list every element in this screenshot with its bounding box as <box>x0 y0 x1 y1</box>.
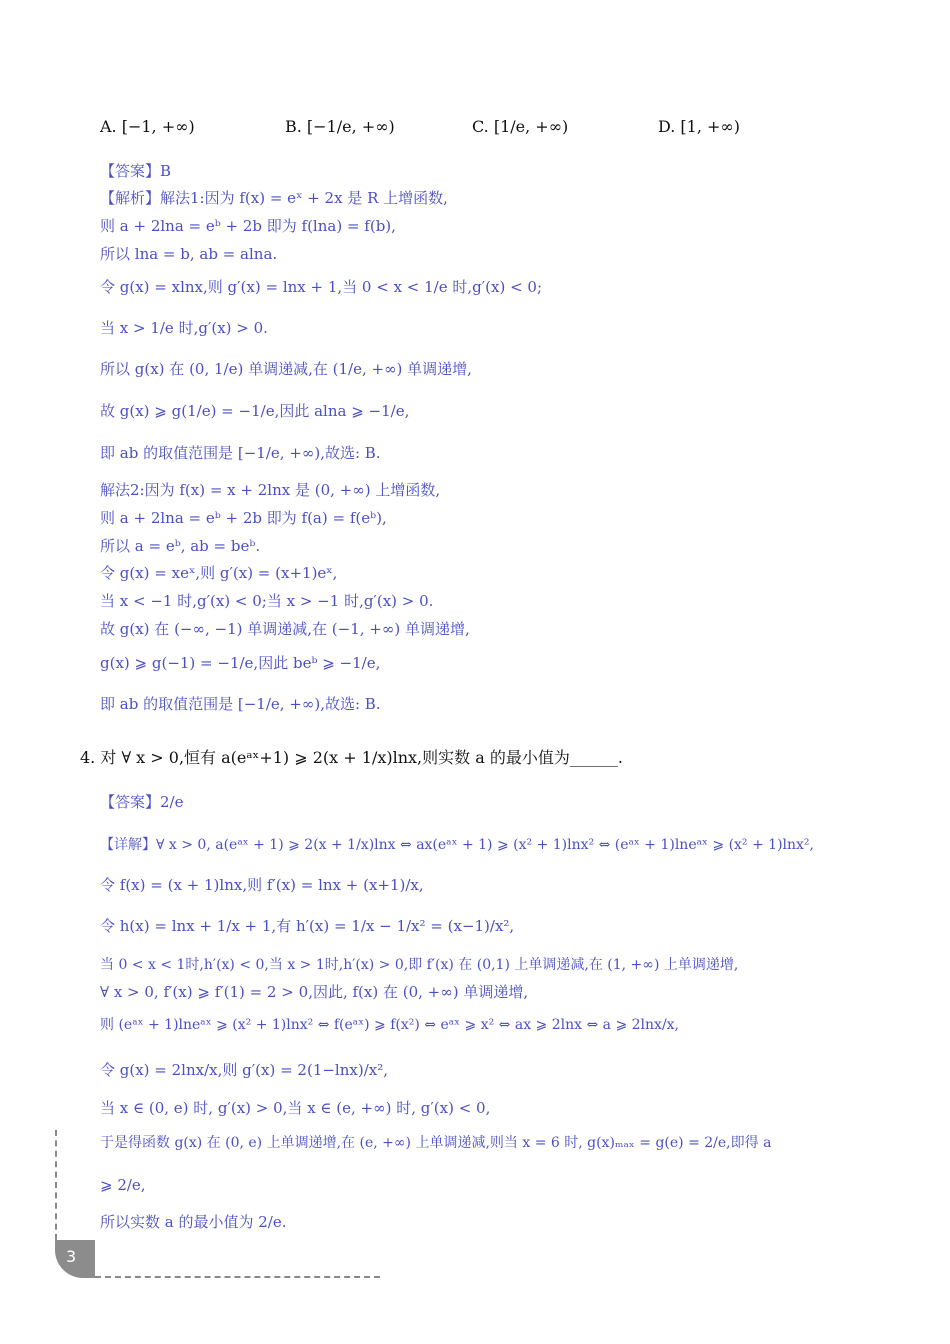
option-b: B. [−1/e, +∞) <box>285 117 395 136</box>
q3-line: 令 g(x) = xlnx,则 g′(x) = lnx + 1,当 0 < x < 1/e 时,g′(x) < 0; <box>100 278 543 296</box>
q3-line: 即 ab 的取值范围是 [−1/e, +∞),故选: B. <box>100 444 381 462</box>
q4-line: 当 x ∈ (0, e) 时, g′(x) > 0,当 x ∈ (e, +∞) 时, g′(x) < 0, <box>100 1099 491 1117</box>
q3-line: 则 a + 2lna = eᵇ + 2b 即为 f(a) = f(eᵇ), <box>100 509 387 527</box>
q3-line: 所以 lna = b, ab = alna. <box>100 245 278 263</box>
q4-answer-line <box>100 792 184 812</box>
q3-line: 所以 a = eᵇ, ab = beᵇ. <box>100 537 261 555</box>
q3-line: 即 ab 的取值范围是 [−1/e, +∞),故选: B. <box>100 695 381 713</box>
option-d: D. [1, +∞) <box>658 117 740 136</box>
q3-line: 所以 g(x) 在 (0, 1/e) 单调递减,在 (1/e, +∞) 单调递增, <box>100 360 472 378</box>
q3-line: 当 x < −1 时,g′(x) < 0;当 x > −1 时,g′(x) > 0. <box>100 592 434 610</box>
q3-line: 故 g(x) 在 (−∞, −1) 单调递减,在 (−1, +∞) 单调递增, <box>100 620 470 638</box>
option-a: A. [−1, +∞) <box>100 117 195 136</box>
q4-line: 当 0 < x < 1时,h′(x) < 0,当 x > 1时,h′(x) > 0,即 f′(x) 在 (0,1) 上单调递减,在 (1, +∞) 上单调递增, <box>100 957 739 973</box>
q4-line: 令 f(x) = (x + 1)lnx,则 f′(x) = lnx + (x+1)/x, <box>100 876 424 894</box>
q3-line: 故 g(x) ⩾ g(1/e) = −1/e,因此 alna ⩾ −1/e, <box>100 402 410 420</box>
page-border-vertical <box>55 1130 57 1240</box>
page-number: 3 <box>66 1247 77 1266</box>
q4-line: 【详解】∀ x > 0, a(eᵃˣ + 1) ⩾ 2(x + 1/x)lnx ⇔ ax(eᵃˣ + 1) ⩾ (x² + 1)lnx² ⇔ (eᵃˣ + 1)lneᵃˣ ⩾ (x² + 1)lnx², <box>100 837 814 853</box>
q3-line: g(x) ⩾ g(−1) = −1/e,因此 beᵇ ⩾ −1/e, <box>100 654 381 672</box>
q4-question: 4. 对 ∀ x > 0,恒有 a(eᵃˣ+1) ⩾ 2(x + 1/x)lnx,则实数 a 的最小值为______. <box>80 748 623 767</box>
page-border-horizontal <box>95 1276 380 1278</box>
q4-line: 则 (eᵃˣ + 1)lneᵃˣ ⩾ (x² + 1)lnx² ⇔ f(eᵃˣ) ⩾ f(x²) ⇔ eᵃˣ ⩾ x² ⇔ ax ⩾ 2lnx ⇔ a ⩾ 2lnx/x, <box>100 1017 680 1033</box>
q4-answer-tag: 【答案】 <box>100 793 161 811</box>
q4-line: 令 g(x) = 2lnx/x,则 g′(x) = 2(1−lnx)/x², <box>100 1061 388 1079</box>
q3-answer: B <box>160 162 172 180</box>
q3-answer-line <box>100 161 171 181</box>
q4-line: 所以实数 a 的最小值为 2/e. <box>100 1213 287 1231</box>
q4-line: ⩾ 2/e, <box>100 1176 146 1194</box>
q4-answer: 2/e <box>160 793 184 811</box>
q4-line: 于是得函数 g(x) 在 (0, e) 上单调递增,在 (e, +∞) 上单调递减,则当 x = 6 时, g(x)ₘₐₓ = g(e) = 2/e,即得 a <box>100 1135 772 1151</box>
q3-line: 则 a + 2lna = eᵇ + 2b 即为 f(lna) = f(b), <box>100 217 396 235</box>
q3-line: 【解析】解法1:因为 f(x) = eˣ + 2x 是 R 上增函数, <box>100 189 448 207</box>
option-c: C. [1/e, +∞) <box>472 117 569 136</box>
q3-line: 当 x > 1/e 时,g′(x) > 0. <box>100 319 268 337</box>
q4-line: ∀ x > 0, f′(x) ⩾ f′(1) = 2 > 0,因此, f(x) 在 (0, +∞) 单调递增, <box>100 983 529 1001</box>
q4-line: 令 h(x) = lnx + 1/x + 1,有 h′(x) = 1/x − 1/x² = (x−1)/x², <box>100 917 515 935</box>
q3-line: 令 g(x) = xeˣ,则 g′(x) = (x+1)eˣ, <box>100 564 338 582</box>
q3-answer-tag: 【答案】 <box>100 162 161 180</box>
q3-line: 解法2:因为 f(x) = x + 2lnx 是 (0, +∞) 上增函数, <box>100 481 441 499</box>
